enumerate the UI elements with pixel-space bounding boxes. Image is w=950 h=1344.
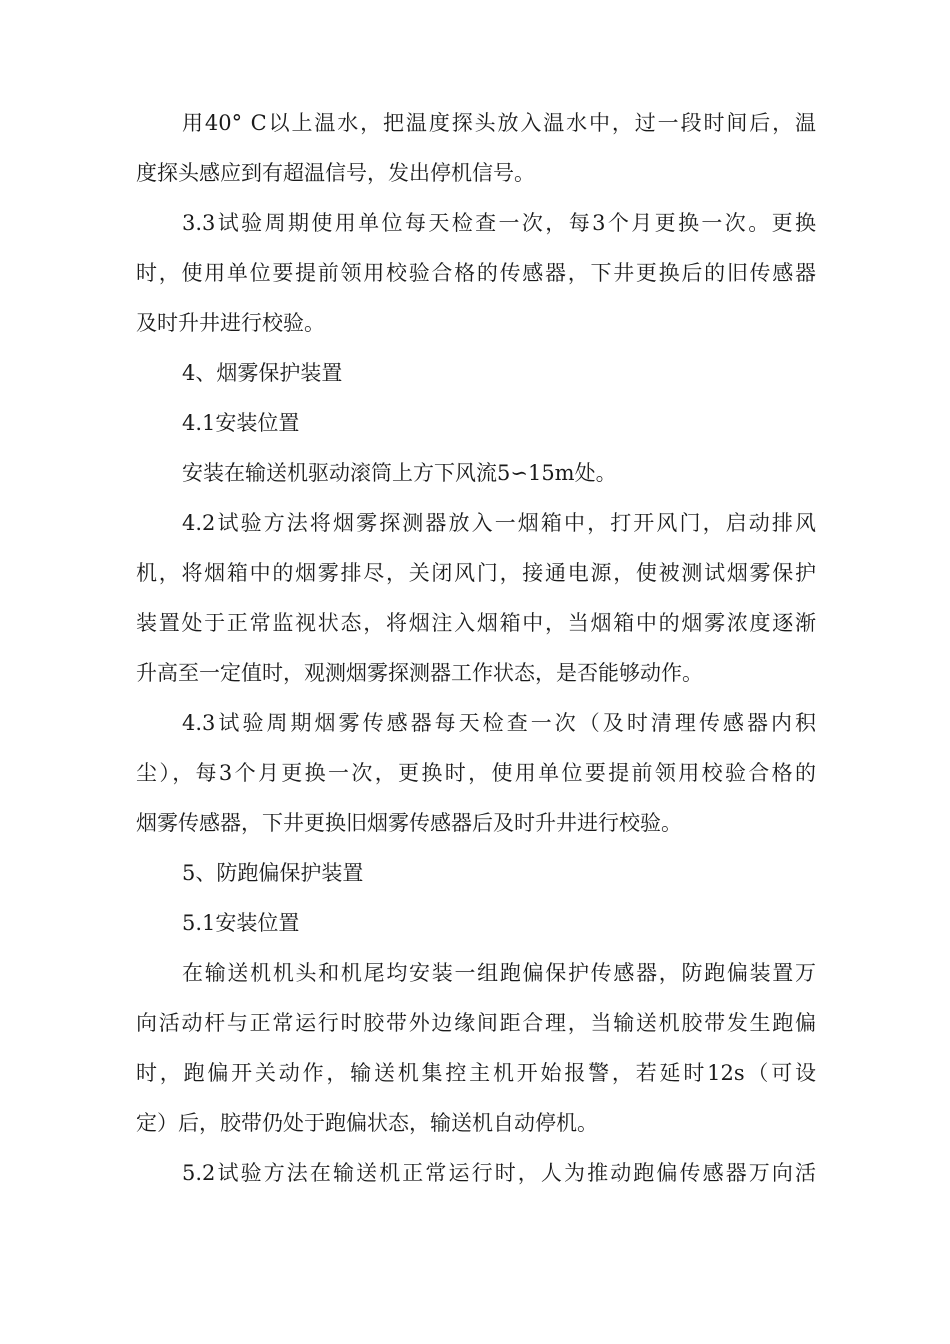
text-line: 装置处于正常监视状态，将烟注入烟箱中，当烟箱中的烟雾浓度逐渐 bbox=[136, 611, 816, 635]
text-line: 烟雾传感器，下井更换旧烟雾传感器后及时升井进行校验。 bbox=[136, 811, 682, 835]
subsection-heading: 5.1安装位置 bbox=[182, 911, 300, 935]
text-line: 4.3试验周期烟雾传感器每天检查一次（及时清理传感器内积 bbox=[182, 711, 816, 735]
text-line: 度探头感应到有超温信号，发出停机信号。 bbox=[136, 161, 535, 185]
text-line: 安装在输送机驱动滚筒上方下风流5∽15m处。 bbox=[182, 461, 617, 485]
text-line: 时，跑偏开关动作，输送机集控主机开始报警，若延时12s（可设 bbox=[136, 1061, 816, 1085]
text-line: 在输送机机头和机尾均安装一组跑偏保护传感器，防跑偏装置万 bbox=[182, 961, 816, 985]
text-line: 4.2试验方法将烟雾探测器放入一烟箱中，打开风门，启动排风 bbox=[182, 511, 816, 535]
text-line: 向活动杆与正常运行时胶带外边缘间距合理，当输送机胶带发生跑偏 bbox=[136, 1011, 816, 1035]
section-heading: 4、烟雾保护装置 bbox=[182, 361, 343, 385]
text-line: 及时升井进行校验。 bbox=[136, 311, 325, 335]
text-line: 时，使用单位要提前领用校验合格的传感器，下井更换后的旧传感器 bbox=[136, 261, 816, 285]
subsection-heading: 4.1安装位置 bbox=[182, 411, 300, 435]
section-heading: 5、防跑偏保护装置 bbox=[182, 861, 364, 885]
text-line: 用40° C以上温水，把温度探头放入温水中，过一段时间后，温 bbox=[182, 111, 816, 135]
text-line: 升高至一定值时，观测烟雾探测器工作状态，是否能够动作。 bbox=[136, 661, 703, 685]
text-line: 3.3试验周期使用单位每天检查一次，每3个月更换一次。更换 bbox=[182, 211, 816, 235]
text-line: 尘），每3个月更换一次，更换时，使用单位要提前领用校验合格的 bbox=[136, 761, 816, 785]
document-body bbox=[136, 98, 816, 1198]
text-line: 5.2试验方法在输送机正常运行时，人为推动跑偏传感器万向活 bbox=[182, 1161, 816, 1185]
text-line: 定）后，胶带仍处于跑偏状态，输送机自动停机。 bbox=[136, 1111, 598, 1135]
text-line: 机，将烟箱中的烟雾排尽，关闭风门，接通电源，使被测试烟雾保护 bbox=[136, 561, 816, 585]
